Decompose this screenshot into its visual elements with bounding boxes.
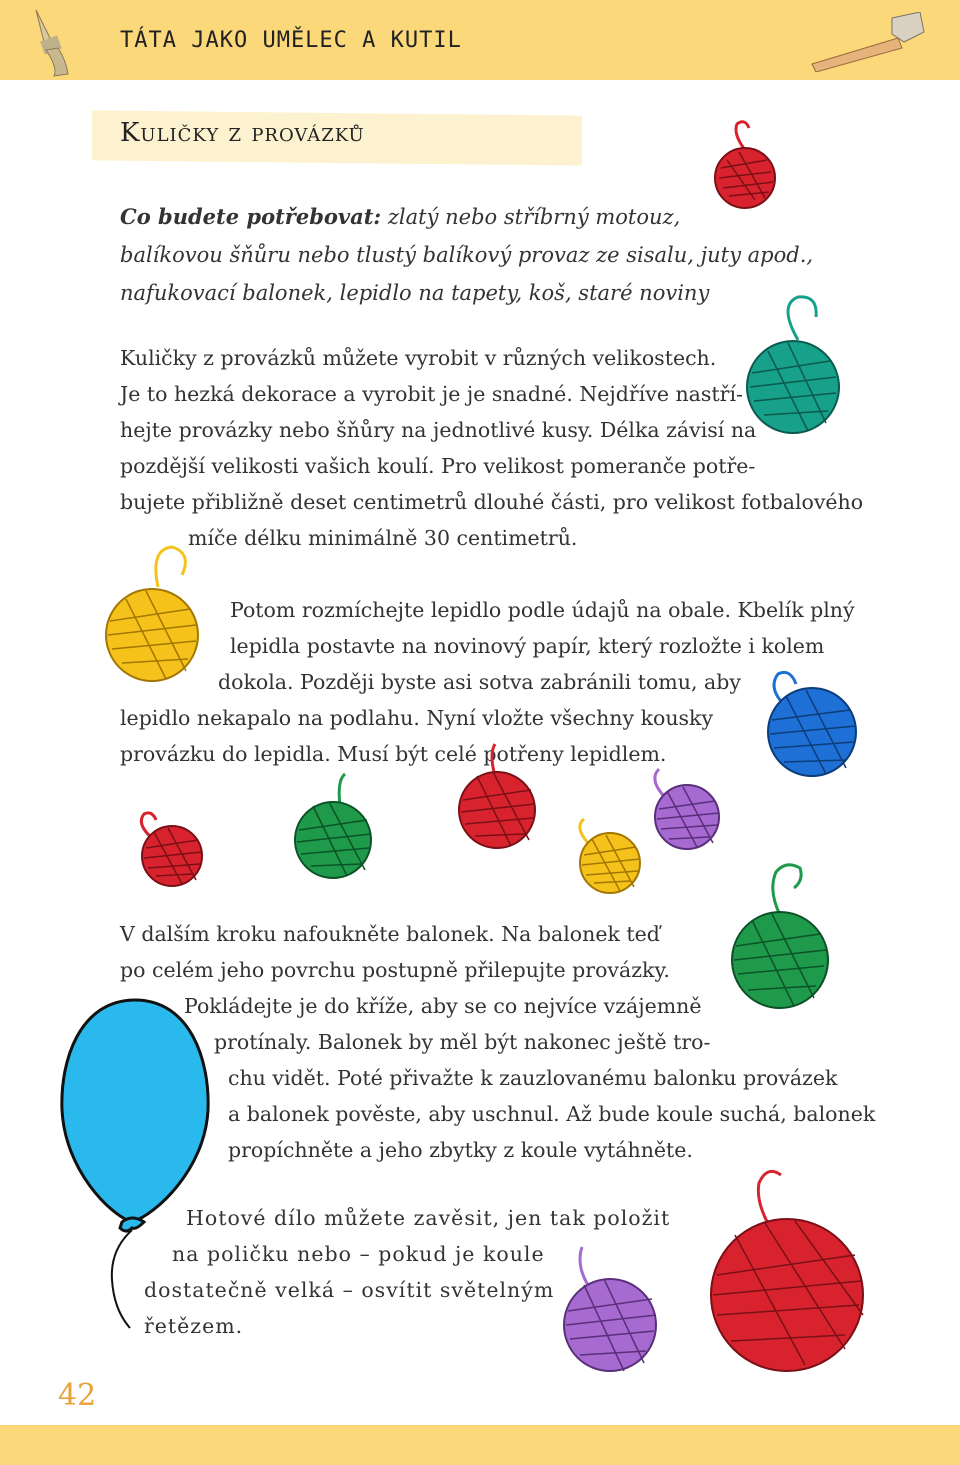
paintbrush-icon [28, 8, 78, 78]
text-line: Hotové dílo můžete zavěsit, jen tak položit [186, 1206, 671, 1230]
text-line: dostatečně velká – osvítit světelným [144, 1278, 555, 1302]
materials-label: Co budete potřebovat: [120, 204, 382, 229]
section-title: Kuličky z provázků [120, 118, 365, 148]
text-line: po celém jeho povrchu postupně přilepujte provázky. [120, 958, 670, 982]
text-line: dokola. Později byste asi sotva zabránili tomu, aby [218, 670, 741, 694]
text-line: a balonek pověste, aby uschnul. Až bude koule suchá, balonek [228, 1102, 876, 1126]
yarn-ball-icon [738, 295, 848, 440]
yarn-ball-icon [130, 810, 210, 890]
text-line: řetězem. [144, 1314, 244, 1338]
text-line: provázku do lepidla. Musí být celé potřeny lepidlem. [120, 742, 667, 766]
text-line: bujete přibližně deset centimetrů dlouhé části, pro velikost fotbalového [120, 490, 864, 514]
materials-line: nafukovací balonek, lepidlo na tapety, koš, staré noviny [120, 281, 710, 305]
header-title: TÁTA JAKO UMĚLEC A KUTIL [120, 28, 462, 53]
text-line: protínaly. Balonek by měl být nakonec ještě tro- [214, 1030, 711, 1054]
text-line: Potom rozmíchejte lepidlo podle údajů na obale. Kbelík plný [230, 598, 855, 622]
text-line: Je to hezká dekorace a vyrobit je je snadné. Nejdříve nastří- [120, 382, 743, 406]
text-line: lepidla postavte na novinový papír, který rozložte i kolem [230, 634, 825, 658]
materials-line: zlatý nebo stříbrný motouz, [387, 205, 681, 229]
materials-line: balíkovou šňůru nebo tlustý balíkový provaz ze sisalu, juty apod., [120, 243, 814, 267]
page-number: 42 [58, 1378, 97, 1413]
text-line: Pokládejte je do kříže, aby se co nejvíce vzájemně [184, 994, 702, 1018]
yarn-ball-icon [720, 860, 835, 1015]
yarn-ball-icon [548, 1225, 678, 1375]
footer-band [0, 1425, 960, 1465]
text-line: Kuličky z provázků můžete vyrobit v různých velikostech. [120, 346, 717, 370]
materials-list [120, 198, 814, 312]
yarn-ball-icon [645, 765, 725, 855]
text-line: pozdější velikosti vašich koulí. Pro velikost pomeranče potře- [120, 454, 756, 478]
yarn-ball-icon [705, 120, 785, 210]
text-line: hejte provázky nebo šňůry na jednotlivé kusy. Délka závisí na [120, 418, 757, 442]
text-line: chu vidět. Poté přivažte k zauzlovanému balonku provázek [228, 1066, 838, 1090]
yarn-ball-icon [570, 815, 650, 895]
yarn-ball-icon [445, 740, 545, 850]
yarn-ball-icon [695, 1165, 875, 1375]
yarn-ball-icon [100, 545, 210, 685]
text-line: propíchněte a jeho zbytky z koule vytáhněte. [228, 1138, 693, 1162]
text-line: lepidlo nekapalo na podlahu. Nyní vložte všechny kousky [120, 706, 714, 730]
yarn-ball-icon [285, 770, 385, 880]
text-line: V dalším kroku nafoukněte balonek. Na balonek teď [120, 922, 660, 946]
text-line: na poličku nebo – pokud je koule [172, 1242, 545, 1266]
hammer-icon [808, 12, 928, 72]
text-line: míče délku minimálně 30 centimetrů. [188, 526, 578, 550]
yarn-ball-icon [760, 670, 870, 780]
balloon-illustration [40, 990, 230, 1330]
